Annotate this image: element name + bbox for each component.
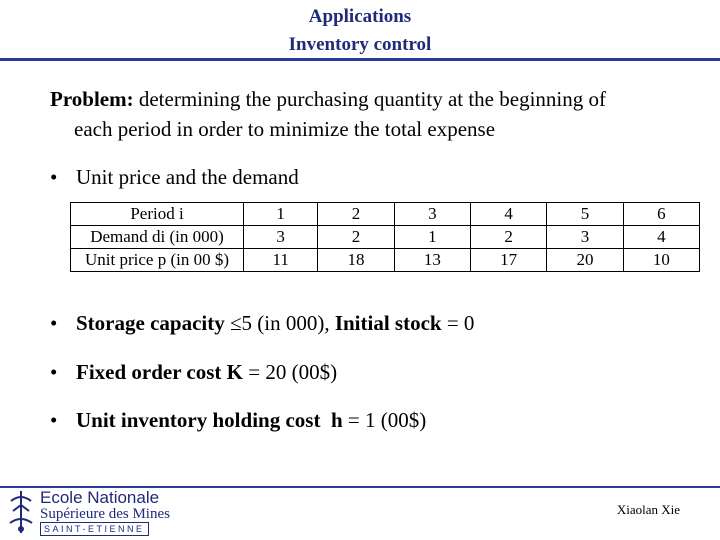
- school-logo: [6, 489, 176, 537]
- bullet-bold-text: Storage capacity: [76, 311, 230, 335]
- table-cell: 3: [244, 226, 318, 249]
- table-row-demand: [71, 226, 700, 249]
- bullet-symbol: ≤: [229, 311, 242, 335]
- row-label: Demand di (in 000): [71, 226, 244, 249]
- bullet-storage-capacity: [50, 310, 474, 336]
- table-cell: 18: [318, 249, 394, 272]
- table-cell: 11: [244, 249, 318, 272]
- table-cell: 3: [547, 226, 623, 249]
- table-row-unit-price: [71, 249, 700, 272]
- table-cell: 2: [318, 203, 394, 226]
- bullet-dot: •: [50, 311, 58, 335]
- header-divider: [0, 58, 720, 61]
- table-cell: 1: [394, 226, 470, 249]
- problem-text-line1: determining the purchasing quantity at the beginning of: [133, 87, 606, 111]
- table-cell: 6: [623, 203, 699, 226]
- table-cell: 10: [623, 249, 699, 272]
- bullet-bold-text: Fixed order cost K: [76, 360, 243, 384]
- table-cell: 1: [244, 203, 318, 226]
- row-label: Unit price p (in 00 $): [71, 249, 244, 272]
- logo-text-line3: SAINT-ETIENNE: [40, 522, 149, 536]
- author-name: Xiaolan Xie: [616, 502, 680, 517]
- table-cell: 3: [394, 203, 470, 226]
- bullet-text: 5 (in 000),: [241, 311, 335, 335]
- bullet-text: = 1 (00$): [342, 408, 427, 432]
- bullet-bold-text: Unit inventory holding cost h: [76, 408, 343, 432]
- table-cell: 2: [318, 226, 394, 249]
- logo-emblem-icon: [6, 489, 36, 535]
- table-cell: 13: [394, 249, 470, 272]
- problem-label: Problem:: [50, 87, 134, 111]
- table-cell: 4: [623, 226, 699, 249]
- bullet-dot: •: [50, 360, 58, 384]
- problem-text-line2: each period in order to minimize the total expense: [74, 117, 496, 141]
- table-cell: 20: [547, 249, 623, 272]
- table-cell: 2: [470, 226, 546, 249]
- table-cell: 4: [470, 203, 546, 226]
- slide-title-line2: Inventory control: [288, 34, 432, 55]
- bullet-fixed-order-cost: [50, 359, 337, 385]
- bullet-text: = 20 (00$): [243, 360, 338, 384]
- bullet-dot: •: [50, 408, 58, 432]
- slide-title-line1: Applications: [308, 6, 412, 27]
- table-cell: 17: [470, 249, 546, 272]
- demand-price-table: [70, 202, 700, 272]
- table-row-period: [71, 203, 700, 226]
- problem-statement: [50, 84, 710, 144]
- bullet-bold-text-2: Initial stock: [334, 311, 442, 335]
- bullet-dot: •: [50, 165, 58, 189]
- bullet-holding-cost: [50, 407, 426, 433]
- logo-text-line1: Ecole Nationale: [40, 488, 160, 507]
- logo-text-line2: Supérieure des Mines: [40, 506, 170, 522]
- bullet-unit-price-demand: [50, 164, 299, 190]
- bullet-text-2: = 0: [441, 311, 475, 335]
- row-label: Period i: [71, 203, 244, 226]
- table-cell: 5: [547, 203, 623, 226]
- slide-header: [0, 0, 720, 62]
- bullet-text: Unit price and the demand: [76, 165, 299, 189]
